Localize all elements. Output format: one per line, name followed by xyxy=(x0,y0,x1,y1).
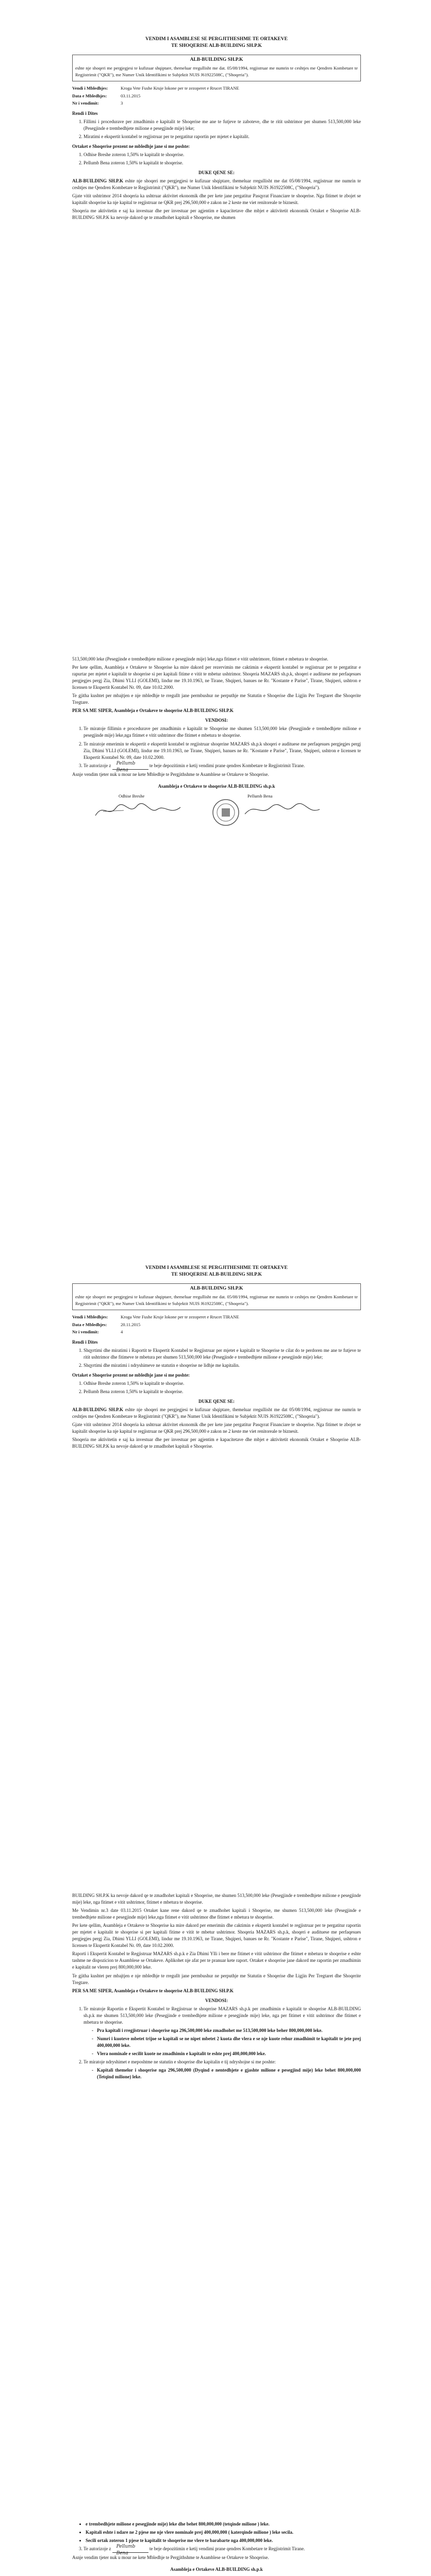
document-page-2 xyxy=(0,608,431,1224)
whereas-heading: DUKE QENE SE: xyxy=(198,1398,235,1404)
document-page-1 xyxy=(0,0,431,608)
company-stamp-icon xyxy=(211,798,240,827)
agenda-list xyxy=(72,118,361,140)
paragraph: BUILDING SH.P.K ka nevoje dakord qe te zmadhohet kapitali e Shoqerise, me shumen 513,500,000 leke (Pesegjinde e trembedhjete milione e pesegjinde mije) leke, nga fitimet e vitit ushtrimor, fitimet e mbetura te shoqerise. xyxy=(72,1893,361,1905)
meta-label: Vendi i Mbledhjes: xyxy=(72,86,108,91)
whereas-paragraph-3: Shoqeria me aktivitetin e saj ka investuar dhe per investuar per agjentim e kapacitetave dhe mbjet e aktivitetit ekonomik Ortaket e Shoqerise ALB-BUILDING SH.P.K ka nevoje dakord qe te zmadhohet kapitali e Shoqerise, me shumen xyxy=(72,208,361,221)
signature-block xyxy=(72,793,361,829)
signer-2-name: Pellumb Bena xyxy=(247,793,273,799)
present-list xyxy=(72,1380,361,1395)
list-item xyxy=(84,2059,361,2080)
meta-value: Kroga Vete Fushe Kruje lokone per te zezoperet e Rrucet TIRANE xyxy=(121,1314,239,1320)
document-title xyxy=(72,1265,361,1278)
page-5-content xyxy=(72,2519,361,2576)
paragraph: Te gjitha kushtet per mbajtjen e nje mbledhje te rregullt jane permbushur ne perputhje me Statutin e Shoqerise dhe Ligjin Per Tregtaret dhe Shoqerite Tregtare. xyxy=(72,693,361,705)
handwritten-text: Pellumb Bena xyxy=(116,2544,136,2556)
company-info-box xyxy=(72,55,361,82)
handwritten-name xyxy=(112,760,148,773)
list-item: 1. Te miratoje fillimin e procedurave per zmadhimin e kapitalit te Shoqerise me shumen 513,500,000 leke (Pesegjinde e trembedhjete milione e pesegjinde mije) leke,nga fitimet e vitit ushtrimor dhe fitimet e mbetura te shoqerise. xyxy=(84,725,361,739)
meta-value: 4 xyxy=(121,1329,123,1335)
paragraph-text: eshte nje shoqeri me pergjegjesi te kufizuar shqiptare, themeluar rregullisht me dat 05/08/1994, regjistruar me numrin te ceshtjes me Qendren Kombetare te Regjistrimit ("QKR"), me Numer Unik Identifikimi te Subjektit NUIS J61922508C, ("Shoqeria"). xyxy=(72,1407,361,1419)
list-item: - Pra kapitali i rregjistruar i shoqerise nga 296,500,000 leke zmadhohet me 513,500,000 leke beher 800,000,000 leke. xyxy=(97,2027,361,2034)
company-info-box xyxy=(72,1283,361,1311)
decides-heading: VENDOSI: xyxy=(205,1997,228,2003)
paragraph-text: eshte nje shoqeri me pergjegjesi te kufizuar shqiptare, themeluar rregullisht me dat 05/08/1994, regjistruar me numrin te ceshtjes me Qendren Kombetare te Regjistrimit ("QKR"), me Numer Unik Identifikimi te Subjektit NUIS J61922508C, ("Shoqeria"). xyxy=(72,178,361,191)
list-item: 2. Pellumb Bena zoteron 1,50% te kapitalit te shoqerise. xyxy=(84,1388,361,1395)
title-line-1: VENDIM I ASAMBLESE SE PERGJITHESHME TE ORTAKEVE xyxy=(145,1265,288,1270)
whereas-paragraph-3: Shoqeria me aktivitetin e saj ka investuar dhe per investuar per agjentim e kapacitetave dhe mbjet e aktivitetit ekonomik Ortaket e Shoqerise ALB-BUILDING SH.P.K ka nevoje dakord qe te zmadhohet kapitali e Shoqerise. xyxy=(72,1437,361,1449)
company-name: ALB-BUILDING SH.P.K xyxy=(72,178,123,184)
list-item: 1. Fillimi i procedurave per zmadhimin e kapitalit te Shoqerise me ane te futjeve te zaboteve, dhe te ritit ushtrimor per shumen 513,500,000 leke (Pesegjinde e trembedhjete milione e pesegjinde mije) leke; xyxy=(84,118,361,132)
page-1-content xyxy=(72,36,361,223)
list-item: 2. Miratimi e ekspertit kontabel te regjistruar per te pergatitur raportin per mjetet e kapitalit. xyxy=(84,133,361,140)
authorize-text: Te autorizoje z xyxy=(84,762,111,768)
page-3-content xyxy=(72,1265,361,1451)
title-line-2: TE SHOQERISE ALB-BUILDING SH.P.K xyxy=(171,1272,262,1277)
meta-label: Data e Mbledhjes: xyxy=(72,93,107,98)
paragraph: 513,500,000 leke (Pesegjinde e trembedhjete milione e pesegjinde mije) leke,nga fitimet e vitit ushtrimore, fitimet e mbetura te shoqerise. xyxy=(72,656,328,662)
paragraph: Per kete qellim, Asambleja e Ortakeve te Shoqerise ka mire dakord per emerimin dhe caktimin e ekspertit kontabel te regjistruar per te pergatitur raportin per mjetet e kapitalit te shoqerise si per kapitali fitime e vitit te mbetur ushtrimor. Shoqeria MAZARS sh.p.k, shoqeri e audituese me perfaqesues pergjegjes pergj Zia, Dhimi YLLI (GOLEMI), lindur me 19.10.1963, ne Tirane, Shqiperi, banues ne Rr. "Kostante e Parise", Tirane, Shqiperi, ushtron e licensen te Ekspertit Kontabel Nr. 09, date 10.02.2000. xyxy=(72,1923,361,1948)
agenda-heading: Rendi i Dites xyxy=(72,1339,98,1345)
list-item: - Kapitali themelor i shoqerise nga 296,500,000 (Dyqind e nentedhjete e gjashte milione e pesegjind mije) leke behet 800,000,000 (Tetqind milione) leke. xyxy=(97,2067,361,2080)
list-item: 1. Shqyrtimi dhe miratimi i Raportit te Ekspertit Kontabel te Regjistruar per mjetet e kapitalit te Shoqerise te cilat do te perdoren me ane te futjeve te ritit ushtrimor dhe fitimeve te mbetura per shumen 513,500,000 leke (Pesegjinde e trembedhjete milione e pesegjinde mije) leke; xyxy=(84,1347,361,1361)
company-name: ALB-BUILDING SH.P.K xyxy=(72,1407,123,1413)
decision-text: Te miratoje Raportin e Ekspertit Kontabel te Regjistruar te shoqerise MAZARS sh.p.k per zmadhimin e kapitalit te shoqerise ALB-BUILDING sh.p.k me shumen 513,500,000 leke (Pesegjinde e trembedhjete milione e pesegjinde mije) leke, nga per fitimet e vitit ushtrimor dhe fitimet e mbetura te shoqerise. xyxy=(84,2006,361,2025)
list-item: - Numri i kuoteve mbetet trijoe se kapitali se ne nipet mbetet 2 kuota dhe vlera e se nje kuote rehur zmadhimit te kapitalit te jete prej 400,000,000 leke. xyxy=(97,2036,361,2049)
meta-value: 03.11.2015 xyxy=(121,93,141,98)
list-item: • Kapitali eshte i ndare ne 2 pjese me nje vlere nominale prej 400,000,000 ( katerqinde milione ) leke secila. xyxy=(86,2529,361,2536)
resolution-intro: PER SA ME SIPER, Asambleja e Ortakeve te shoqerise ALB-BUILDING SH.P.K xyxy=(72,708,234,714)
list-item: • e trembedhjete milione e pesegjinde mije) leke dhe behet 800,000,000 (tetqinde milione ) leke. xyxy=(86,2521,361,2528)
list-item xyxy=(84,2006,361,2057)
whereas-paragraph-1 xyxy=(72,178,361,191)
decision-list xyxy=(72,2006,361,2080)
company-description: eshte nje shoqeri me pergjegjesi te kufizuar shqiptare, themeluar rregullisht me dat. 05/08/1994, regjistruar me numrin te ceshtjes me Qendren Kombetare te Regjistrimit ("QKR"), me Numer Unik Identifikimi te Subjektit NUIS J61922508C, ("Shoqeria"). xyxy=(75,1294,358,1306)
signer-1-name: Odhise Breshe xyxy=(119,793,145,799)
list-item: - Vlera nominale e secilit kuote ne zmadhimin e kapitalit te eshte prej 400,000,000 leke. xyxy=(97,2050,361,2057)
meta-label: Data e Mbledhjes: xyxy=(72,1321,107,1327)
title-line-1: VENDIM I ASAMBLESE SE PERGJITHESHME TE ORTAKEVE xyxy=(145,37,288,42)
decision-list xyxy=(72,2544,361,2556)
list-item: 2. Pellumb Bena zoteron 1,50% te kapitalit te shoqerise. xyxy=(84,160,361,166)
page-4-content xyxy=(72,1891,361,2082)
signature-heading: Asambleja e Ortakeve ALB-BUILDING sh.p.k xyxy=(170,2567,263,2572)
meta-label: Nr i vendimit: xyxy=(72,1329,99,1335)
decision-sublist xyxy=(84,2067,361,2080)
whereas-heading: DUKE QENE SE: xyxy=(198,170,235,175)
list-item xyxy=(84,760,361,773)
paragraph: Me Vendimin nr.3 date 03.11.2015 Ortaket kane rene dakord qe te zmadhohet kapitali i Shoqerise, me shumen 513,500,000 leke (Pesegjinde e trembedhjete milione e pesegjinde mije) leke,nga fitimet e vitit ushtrimor dhe fitimet e mbetura te shoqerise. xyxy=(72,1908,361,1920)
authorize-text-end: te beje depozitimin e ketij vendimi prane qendres Kombetare te Regjistrimit Tirane. xyxy=(149,762,305,768)
meeting-meta xyxy=(72,84,242,107)
whereas-paragraph-1 xyxy=(72,1406,361,1420)
whereas-paragraph-2: Gjate vitit ushtrimor 2014 shoqeria ka ushtruar aktivitet ekonomik dhe per kete jane pergatitur Pasqyrat Financiare te shoqerise. Nga fitimet te zbojet se kapitalit shoqerise ka nje kapital te regjistruar ne QKR prej 296,500,000 e zakon ne 2 keste me viet renitoreale te biznesit. xyxy=(72,193,361,206)
list-item: 1. Odhise Breshe zoteron 1,50% te kapitalit te shoqerise. xyxy=(84,151,361,158)
document-page-4 xyxy=(0,1842,431,2470)
meta-label: Vendi i Mbledhjes: xyxy=(72,1314,108,1320)
decision-sublist xyxy=(84,2027,361,2057)
whereas-paragraph-2: Gjate vitit ushtrimor 2014 shoqeria ka ushtruar aktivitet ekonomik dhe per kete jane pergatitur Pasqyrat Financiare te shoqerise. Nga fitimet te zbojet se kapitalit shoqerise ka nje kapital te regjistruar ne QKR prej 296,500,000 e zakon ne 2 keste me viet renitoreale te biznesit. xyxy=(72,1422,361,1434)
handwritten-name xyxy=(112,2544,148,2556)
signature-heading: Asambleja e Ortakeve te shoqerise ALB-BUILDING sh.p.k xyxy=(158,783,275,789)
decision-list xyxy=(72,725,361,773)
signature-icon xyxy=(93,800,186,821)
agenda-list xyxy=(72,1347,361,1369)
company-description: eshte nje shoqeri me pergjegjesi te kufizuar shqiptare, themeluar rregullisht me dat. 05/08/1994, regjistruar me numrin te ceshtjes me Qendren Kombetare te Regjistrimit ("QKR"), me Numer Unik Identifikimi te Subjektit NUIS J61922508C, ("Shoqeria"). xyxy=(75,65,358,77)
decision-text: Te miratoje ndryshimet e meposhtme ne statutin e shoqerise dhe kapitalin e tij ndryshojne si me poshte: xyxy=(84,2059,276,2065)
meta-value: 3 xyxy=(121,100,123,106)
document-page-3 xyxy=(0,1224,431,1842)
list-item: 2. Shqyrtimi dhe miratimi i ndryshimeve ne statutin e shoqerise ne lidhje me kapitalin. xyxy=(84,1362,361,1369)
capital-bullets xyxy=(72,2521,361,2544)
title-line-2: TE SHOQERISE ALB-BUILDING SH.P.K xyxy=(171,43,262,48)
list-item xyxy=(84,2544,361,2556)
company-name: ALB-BUILDING SH.P.K xyxy=(190,1285,243,1291)
meta-value: 20.11.2015 xyxy=(121,1321,141,1327)
paragraph: Raporti i Ekspertit Kontabel te Regjistruar MAZARS sh.p.k e Zia Dhimi Ylli i bere me fitimet e vitit ushtrimor dhe fitimet e mbetura te shoqerise e eshte tashme ne dispozicion te Asamblese se Ortakeve. Aplikohet nje afat per te pranuar kete raport. Ortaket e shoqerise jane dakord me raportin per zmadhimin e kapitalit ne vleren prej 800,000,000 leke. xyxy=(72,1951,361,1970)
agenda-heading: Rendi i Dites xyxy=(72,110,98,116)
authorize-text: Te autorizoje z xyxy=(84,2546,111,2552)
present-heading: Ortaket e Shoqerise prezent ne mbledhje jane si me poshte: xyxy=(72,143,190,149)
present-heading: Ortaket e Shoqerise prezent ne mbledhje jane si me poshte: xyxy=(72,1372,190,1378)
meta-value: Kroga Vete Fushe Kruje lokone per te zezoperet e Rrucet TIRANE xyxy=(121,86,239,91)
document-page-5 xyxy=(0,2470,431,2576)
closing-statement: Asnje vendim tjeter nuk u mour ne kete Mbledhje te Pergjithshme te Asamblese se Ortakeve te Shoqerise. xyxy=(72,2555,269,2561)
meeting-meta xyxy=(72,1313,242,1335)
signature-icon xyxy=(242,801,325,820)
handwritten-text: Pellumb Bena xyxy=(116,760,136,773)
meta-label: Nr i vendimit: xyxy=(72,100,99,106)
decides-heading: VENDOSI: xyxy=(205,718,228,723)
list-item: • Secili ortak zoteron 1 pjese te kapitalit te shoqerise me vlere te barabarte nga 400,000,000 leke. xyxy=(86,2537,361,2544)
closing-statement: Asnje vendim tjeter nuk u mour ne kete Mbledhje te Pergjithshme te Asamblese se Ortakeve te Shoqerise. xyxy=(72,771,269,777)
page-2-content xyxy=(72,654,361,829)
paragraph: Per kete qellim, Asambleja e Ortakeve te Shoqerise ka mire dakord per rezervimin me caktimin e ekspertit kontabel te regjistruar per te pergatitur e rapurtar per mjetet e kapitalit te shoqerise si per kapitali fitime e vitit te mbetur ushtrimor. Shoqeria MAZARS sh.p.k, shoqeri e audituese me perfaqesues pergjegjes pergj Zia, Dhimi YLLI (GOLEMI), lindur me 19.10.1963, ne Tirane, Shqiperi, banues ne Rr. "Kostante e Parise", Tirane, Shqiperi, ushtron e licensen te Ekspertit Kontabel Nr. 09, date 10.02.2000. xyxy=(72,665,361,690)
list-item: 2. Te miratoje emerimin te ekspertit e ekspertit kontabel te regjistruar shoqerine MAZARS sh.p.k shoqeri e audituese me perfaqesues pergjegjes pergj Zia, Dhimi YLLI (GOLEMI), lindur me 19.10.1963, ne Tirane, Shqiperi, banues ne Rr. "Kostante e Parise", Tirane, Shqiperi, ushtron e licensen te Ekspertit Kontabel Nr. 09, date 10.02.2000. xyxy=(84,741,361,761)
company-name: ALB-BUILDING SH.P.K xyxy=(190,57,243,62)
list-item: 1. Odhise Breshe zoteron 1,50% te kapitalit te shoqerise. xyxy=(84,1380,361,1387)
resolution-intro: PER SA ME SIPER, Asambleja e Ortakeve te shoqerise ALB-BUILDING SH.P.K xyxy=(72,1988,234,1993)
authorize-text-end: te beje depozitimin e ketij vendimi prane qendres Kombetare te Regjistrimit Tirane. xyxy=(149,2546,305,2552)
document-title xyxy=(72,36,361,49)
present-list xyxy=(72,151,361,166)
paragraph: Te gjitha kushtet per mbajtjen e nje mbledhje te rregullt jane permbushur ne perputhje me Statutin e Shoqerise dhe Ligjin Per Tregtaret dhe Shoqerite Tregtare. xyxy=(72,1973,361,1985)
